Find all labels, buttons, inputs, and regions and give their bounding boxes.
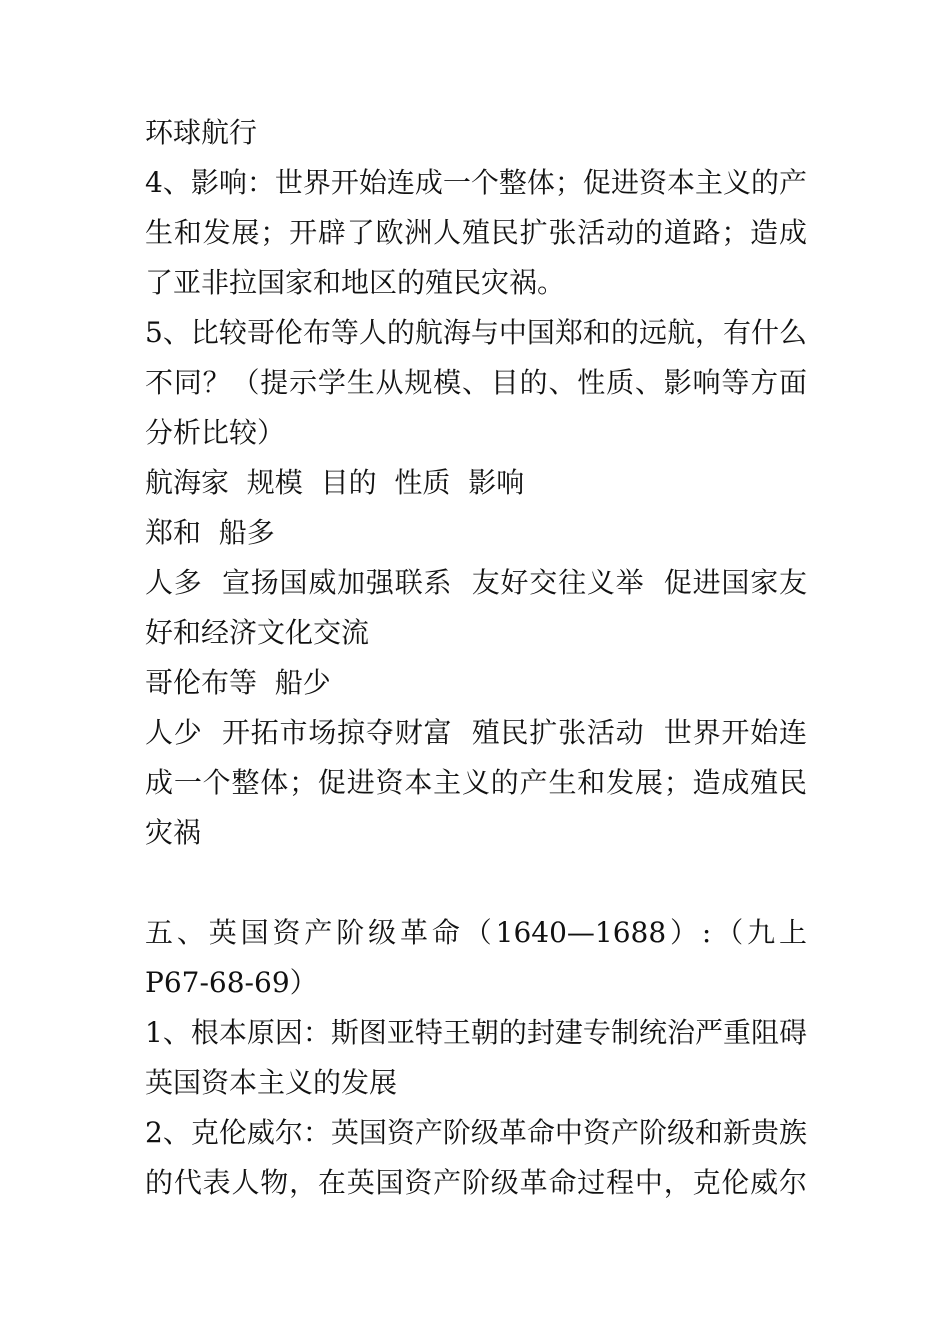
text-line: 的代表人物，在英国资产阶级革命过程中，克伦威尔: [145, 1166, 807, 1199]
text-line: 分析比较）: [145, 416, 286, 449]
text-line: 人多 宣扬国威加强联系 友好交往义举 促进国家友: [145, 566, 807, 599]
section-heading-continuation: P67-68-69）: [145, 966, 318, 999]
text-line: 4、影响：世界开始连成一个整体；促进资本主义的产: [145, 166, 807, 199]
document-page: [145, 108, 807, 1208]
text-line: 5、比较哥伦布等人的航海与中国郑和的远航，有什么: [145, 316, 807, 349]
text-line: 人少 开拓市场掠夺财富 殖民扩张活动 世界开始连: [145, 716, 807, 749]
text-line: 生和发展；开辟了欧洲人殖民扩张活动的道路；造成: [145, 216, 807, 249]
text-line: 好和经济文化交流: [145, 616, 370, 649]
blank-line: [145, 858, 807, 908]
text-line: 了亚非拉国家和地区的殖民灾祸。: [145, 266, 566, 299]
table-header-line: 航海家 规模 目的 性质 影响: [145, 466, 525, 499]
text-line: 灾祸: [145, 816, 202, 849]
text-line: 不同？（提示学生从规模、目的、性质、影响等方面: [145, 366, 807, 399]
text-line: 2、克伦威尔：英国资产阶级革命中资产阶级和新贵族: [145, 1116, 807, 1149]
text-line: 环球航行: [145, 116, 258, 149]
text-line: 郑和 船多: [145, 516, 275, 549]
text-line: 成一个整体；促进资本主义的产生和发展；造成殖民: [145, 766, 807, 799]
text-line: 哥伦布等 船少: [145, 666, 331, 699]
text-line: 1、根本原因：斯图亚特王朝的封建专制统治严重阻碍: [145, 1016, 807, 1049]
text-line: 英国资本主义的发展: [145, 1066, 398, 1099]
section-heading: 五、英国资产阶级革命（1640—1688）:（九上: [145, 916, 807, 949]
